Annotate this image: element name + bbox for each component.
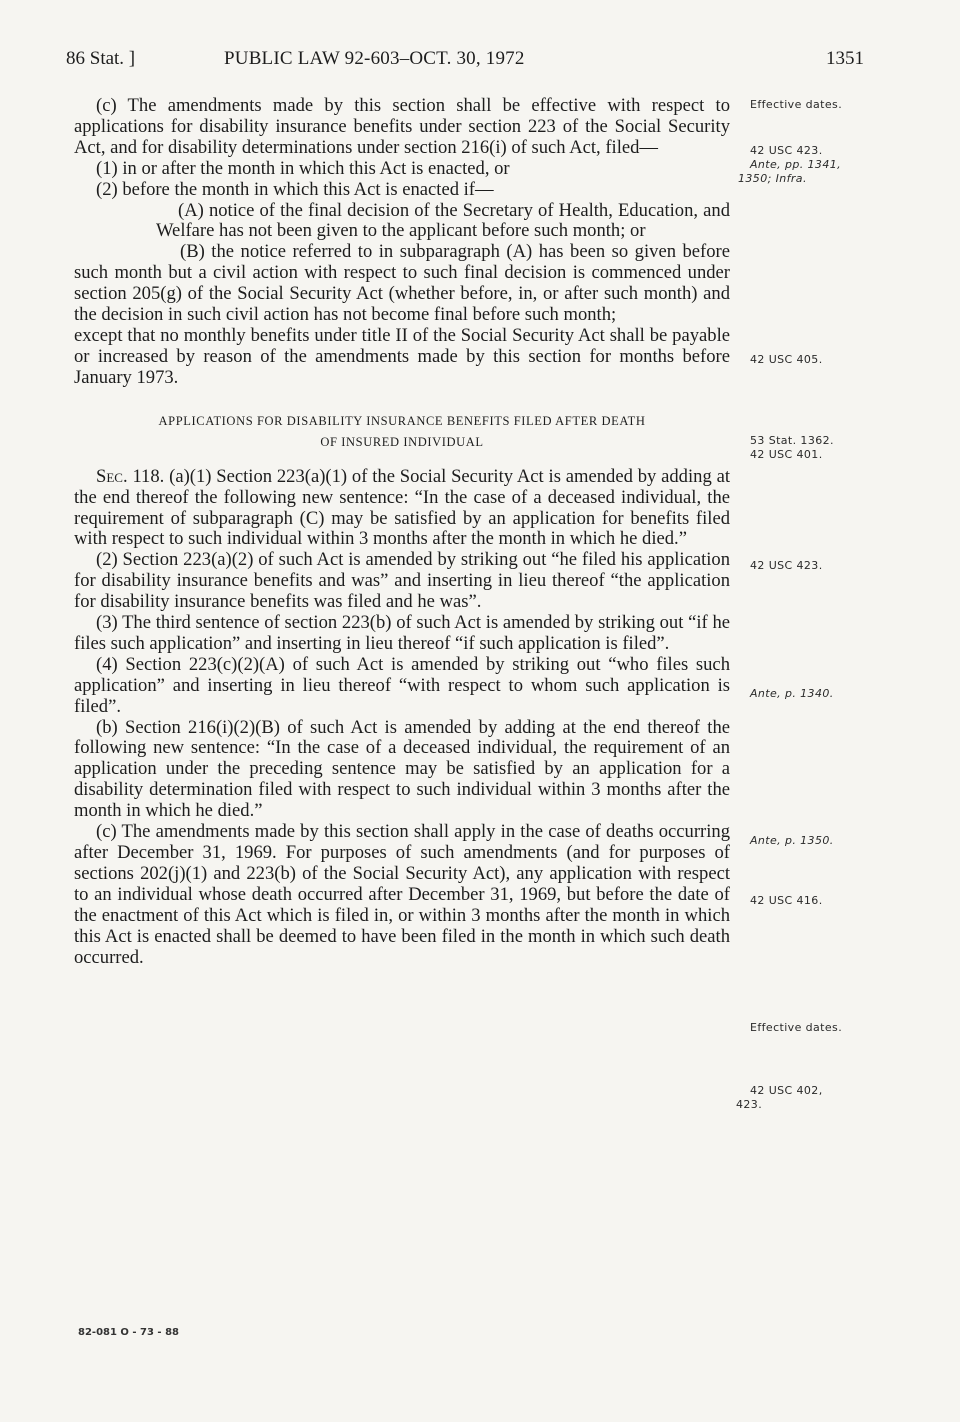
section-118-a1	[74, 467, 730, 551]
sec-label: Sec.	[96, 465, 128, 487]
except-clause: except that no monthly benefits under title II of the Social Security Act shall be payable or increased by reason of the amendments made by this section for months before January 1973.	[74, 324, 730, 388]
section-heading	[74, 411, 730, 453]
margin-note-423: 423.	[736, 1098, 763, 1111]
statute-body	[74, 96, 730, 968]
page-number: 1351	[826, 48, 864, 69]
margin-note-1350-infra	[738, 171, 878, 186]
section-118-b: (b) Section 216(i)(2)(B) of such Act is amended by adding at the end thereof the following new sentence: “In the case of a deceased individual, the requirement of an application under the preceding sentence may be satisfied by an application for a disability determination filed with respect to such individual within 3 months after the month in which he died.”	[74, 716, 730, 822]
page-header	[66, 48, 886, 74]
heading-line-1: APPLICATIONS FOR DISABILITY INSURANCE BENEFITS FILED AFTER DEATH	[158, 413, 646, 428]
margin-note-ante-1340	[750, 686, 890, 701]
section-118-a1-text: 118. (a)(1) Section 223(a)(1) of the Social Security Act is amended by adding at the end thereof the following new sentence: “In the case of a deceased individual, the requirement of subparagraph (C) may be satisfied by an application for benefits filed with respect to such individual within 3 months after the month in which he died.”	[74, 465, 730, 550]
margin-note-effective-dates-1: Effective dates.	[750, 98, 843, 111]
subclause-b	[74, 242, 730, 326]
subclause-a-text: (A) notice of the final decision of the Secretary of Health, Education, and Welfare has not been given to the applicant before such month; or	[156, 199, 730, 242]
section-118-a3: (3) The third sentence of section 223(b) of such Act is amended by striking out “if he files such application” and inserting in lieu thereof “if such application is filed”.	[74, 612, 730, 654]
statute-volume: 86 Stat. ]	[66, 48, 136, 69]
running-title: PUBLIC LAW 92-603–OCT. 30, 1972	[224, 48, 525, 69]
subclause-b-text: (B) the notice referred to in subparagraph (A) has been so given before such month but a civil action with respect to such final decision is commenced under section 205(g) of the Social Security Act (whether before, in, or after such month) and the decision in such civil action has not become final before such month;	[74, 241, 730, 326]
margin-note-42usc401: 42 USC 401.	[750, 448, 823, 461]
subclause-a	[74, 201, 730, 243]
margin-note-42usc423-b: 42 USC 423.	[750, 559, 823, 572]
print-code: 82-081 O - 73 - 88	[78, 1327, 179, 1338]
clause-2: (2) before the month in which this Act is enacted if—	[96, 178, 494, 200]
margin-note-ante-1350	[750, 833, 890, 848]
section-118-c: (c) The amendments made by this section shall apply in the case of deaths occurring after December 31, 1969. For purposes of such amendments (and for purposes of sections 202(j)(1) and 223(b) of the Social Security Act), any application with respect to an individual whose death occurred after December 31, 1969, but before the date of the enactment of this Act which is filed in, or within 3 months after the month in which this Act is enacted shall be deemed to have been filed in the month in which such death occurred.	[74, 821, 730, 968]
margin-note-ante-1350-text: Ante, p. 1350.	[750, 834, 834, 847]
clause-1: (1) in or after the month in which this Act is enacted, or	[96, 157, 510, 179]
heading-line-2: OF INSURED INDIVIDUAL	[320, 434, 484, 449]
subclause-b-wrap	[74, 242, 730, 326]
margin-note-ante-1341	[750, 157, 890, 172]
margin-note-42usc402: 42 USC 402,	[750, 1084, 823, 1097]
margin-note-1350-infra-text: 1350; Infra.	[738, 172, 807, 185]
margin-note-42usc416: 42 USC 416.	[750, 894, 823, 907]
margin-note-ante-1340-text: Ante, p. 1340.	[750, 687, 834, 700]
section-118-a2: (2) Section 223(a)(2) of such Act is amended by striking out “he filed his application for disability insurance benefits and was” and inserting in lieu thereof “the application for disability insurance benefits was filed and he was”.	[74, 549, 730, 613]
margin-note-42usc423: 42 USC 423.	[750, 144, 823, 157]
margin-note-ante-1341-text: Ante, pp. 1341,	[750, 158, 842, 171]
paragraph-c-effective: (c) The amendments made by this section shall be effective with respect to applications for disability insurance benefits under section 223 of the Social Security Act, and for disability determinations under section 216(i) of such Act, filed—	[74, 95, 730, 158]
margin-note-42usc405: 42 USC 405.	[750, 353, 823, 366]
section-118-a4: (4) Section 223(c)(2)(A) of such Act is amended by striking out “who files such application” and inserting in lieu thereof “with respect to whom such application is filed”.	[74, 653, 730, 717]
margin-note-53stat1362: 53 Stat. 1362.	[750, 434, 834, 447]
margin-note-effective-dates-2: Effective dates.	[750, 1021, 843, 1034]
